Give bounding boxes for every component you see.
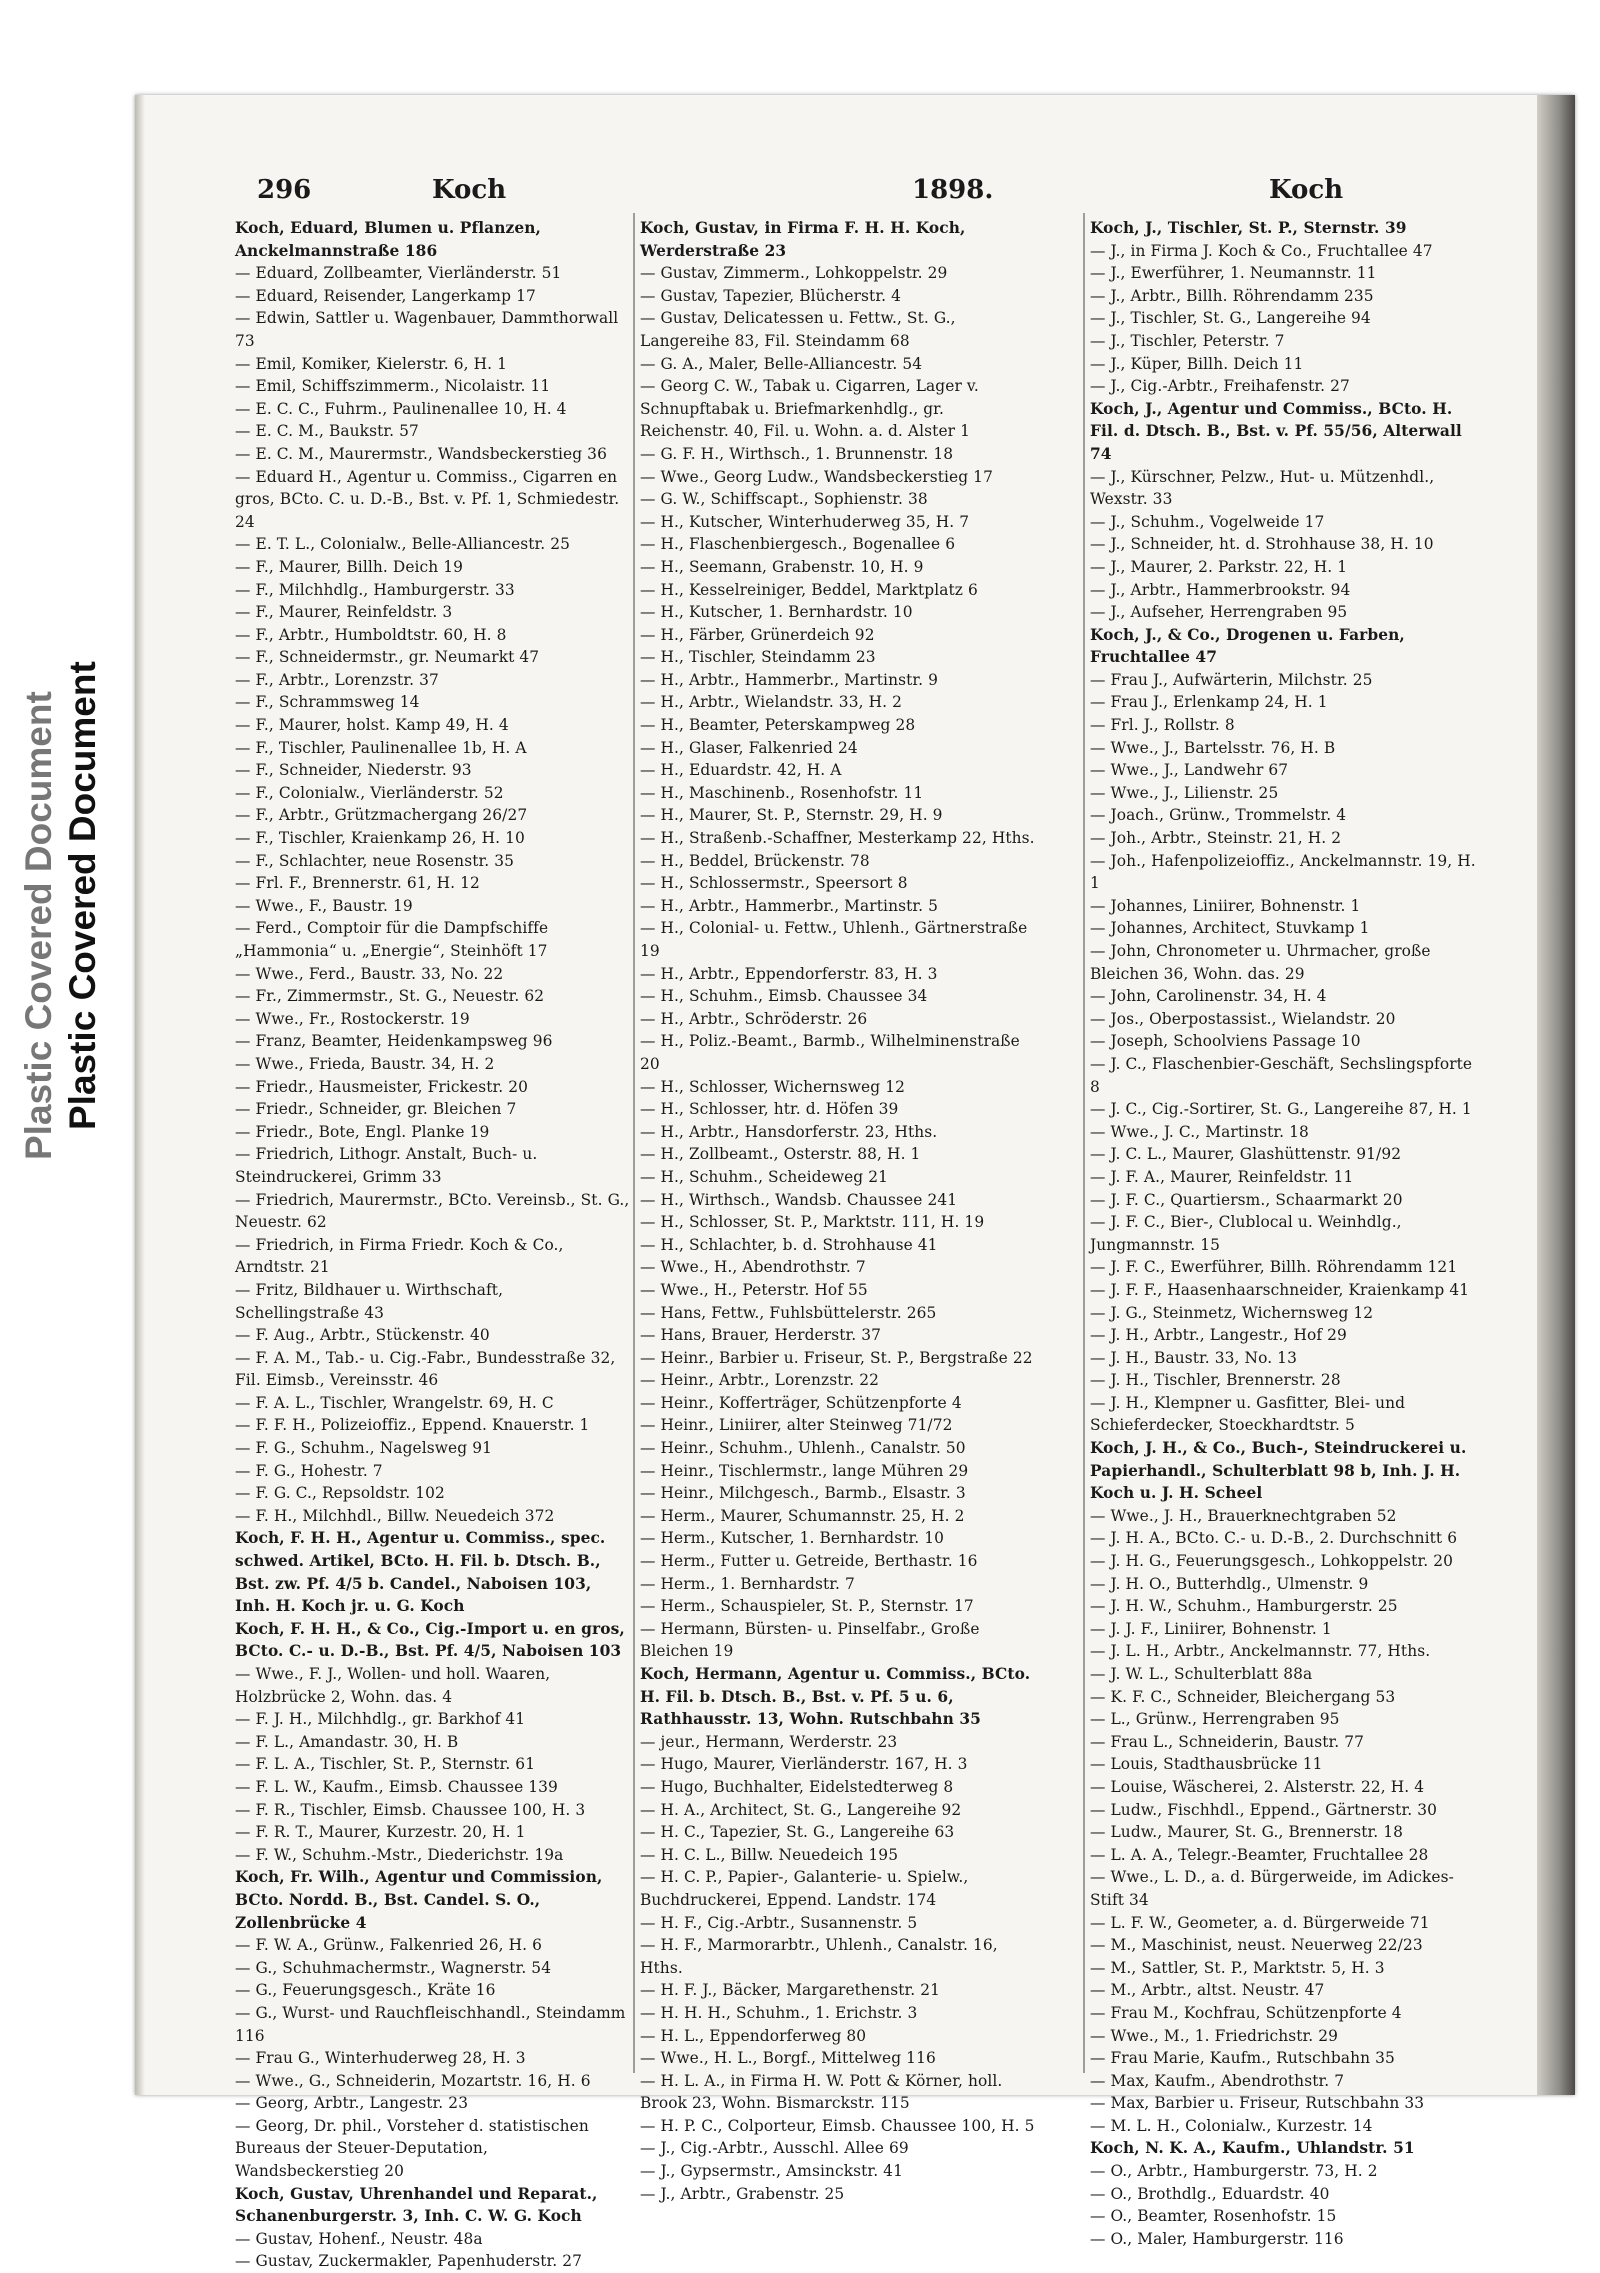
directory-entry: — Frau J., Aufwärterin, Milchstr. 25	[1090, 670, 1373, 689]
directory-entry: — F. R. T., Maurer, Kurzestr. 20, H. 1	[235, 1823, 526, 1842]
directory-entry: — F. L. W., Kaufm., Eimsb. Chaussee 139	[235, 1777, 558, 1796]
directory-entry: — F. R., Tischler, Eimsb. Chaussee 100, H. 3	[235, 1800, 586, 1819]
directory-entry: — G., Wurst- und Rauchfleischhandl., Steindamm 116	[235, 2003, 626, 2045]
directory-entry: — F. G., Hohestr. 7	[235, 1461, 383, 1480]
directory-entry: — E. C. C., Fuhrm., Paulinenallee 10, H. 4	[235, 399, 567, 418]
directory-entry: — Heinr., Arbtr., Lorenzstr. 22	[640, 1371, 880, 1390]
directory-entry: Koch, J., Agentur und Commiss., BCto. H. Fil. d. Dtsch. B., Bst. v. Pf. 55/56, Alterwall 74	[1090, 399, 1462, 463]
directory-entry: — G., Schuhmachermstr., Wagnerstr. 54	[235, 1958, 552, 1977]
directory-entry: — E. C. M., Baukstr. 57	[235, 422, 419, 441]
directory-entry: — H., Zollbeamt., Osterstr. 88, H. 1	[640, 1145, 921, 1164]
directory-entry: — Gustav, Zuckermakler, Papenhuderstr. 27	[235, 2252, 583, 2271]
directory-entry: — Frau Marie, Kaufm., Rutschbahn 35	[1090, 2049, 1395, 2068]
directory-entry: — Wwe., H., Peterstr. Hof 55	[640, 1280, 868, 1299]
directory-entry: — L. F. W., Geometer, a. d. Bürgerweide 71	[1090, 1913, 1430, 1932]
directory-entry: — Eduard, Reisender, Langerkamp 17	[235, 286, 536, 305]
directory-entry: — Ludw., Fischhdl., Eppend., Gärtnerstr. 30	[1090, 1800, 1437, 1819]
directory-entry: — Ludw., Maurer, St. G., Brennerstr. 18	[1090, 1823, 1404, 1842]
directory-entry: — F. L. A., Tischler, St. P., Sternstr. 61	[235, 1755, 536, 1774]
directory-entry: — E. C. M., Maurermstr., Wandsbeckerstieg 36	[235, 444, 607, 463]
directory-entry: — Emil, Schiffszimmerm., Nicolaistr. 11	[235, 377, 551, 396]
directory-entry: — Wwe., J. H., Brauerknechtgraben 52	[1090, 1506, 1397, 1525]
directory-entry: — H., Flaschenbiergesch., Bogenallee 6	[640, 535, 956, 554]
directory-entry: — Ferd., Comptoir für die Dampfschiffe „Hammonia“ u. „Energie“, Steinhöft 17	[235, 919, 549, 960]
directory-entry: — H., Maurer, St. P., Sternstr. 29, H. 9	[640, 806, 943, 825]
directory-entry: — Wwe., L. D., a. d. Bürgerweide, im Adickes-Stift 34	[1090, 1868, 1454, 1909]
directory-entry: — Wwe., M., 1. Friedrichstr. 29	[1090, 2026, 1339, 2045]
directory-entry: — J., Schneider, ht. d. Strohhause 38, H. 10	[1090, 535, 1434, 554]
directory-entry: — F. H., Milchhdl., Billw. Neuedeich 372	[235, 1506, 555, 1525]
directory-entry: — Joach., Grünw., Trommelstr. 4	[1090, 806, 1347, 825]
directory-entry: — Friedrich, Lithogr. Anstalt, Buch- u. Steindruckerei, Grimm 33	[235, 1145, 538, 1186]
directory-entry: — J. H., Klempner u. Gasfitter, Blei- und Schieferdecker, Stoeckhardtstr. 5	[1090, 1393, 1406, 1435]
directory-entry: — Herm., Kutscher, 1. Bernhardstr. 10	[640, 1529, 945, 1548]
directory-entry: — Friedr., Bote, Engl. Planke 19	[235, 1122, 490, 1141]
directory-entry: — J., Cig.-Arbtr., Freihafenstr. 27	[1090, 377, 1350, 396]
directory-entry: Koch, Fr. Wilh., Agentur und Commission, BCto. Nordd. B., Bst. Candel. S. O., Zollenbrücke 4	[235, 1868, 603, 1932]
directory-entry: — Max, Barbier u. Friseur, Rutschbahn 33	[1090, 2094, 1425, 2113]
directory-column-3	[1090, 217, 1485, 2250]
directory-entry: — Wwe., Fr., Rostockerstr. 19	[235, 1009, 470, 1028]
directory-entry: — H., Schlosser, Wichernsweg 12	[640, 1077, 905, 1096]
directory-entry: — H., Färber, Grünerdeich 92	[640, 625, 875, 644]
directory-entry: — F., Arbtr., Lorenzstr. 37	[235, 670, 439, 689]
directory-entry: — Wwe., Frieda, Baustr. 34, H. 2	[235, 1054, 495, 1073]
directory-entry: — F. G. C., Repsoldstr. 102	[235, 1484, 445, 1503]
directory-entry: — J. H. O., Butterhdlg., Ulmenstr. 9	[1090, 1574, 1369, 1593]
directory-entry: — H. F., Marmorarbtr., Uhlenh., Canalstr. 16, Hths.	[640, 1936, 998, 1977]
directory-entry: — L. A. A., Telegr.-Beamter, Fruchtallee 28	[1090, 1845, 1429, 1864]
directory-entry: — J. W. L., Schulterblatt 88a	[1090, 1665, 1313, 1683]
directory-entry: — J. C. L., Maurer, Glashüttenstr. 91/92	[1090, 1145, 1402, 1164]
directory-entry: — J., in Firma J. Koch & Co., Fruchtallee 47	[1090, 241, 1433, 260]
directory-entry: — J., Arbtr., Hammerbrookstr. 94	[1090, 580, 1351, 599]
page-edge-shadow	[1537, 95, 1575, 2095]
directory-entry: — H. C. L., Billw. Neuedeich 195	[640, 1845, 899, 1864]
directory-entry: — Frau L., Schneiderin, Baustr. 77	[1090, 1732, 1365, 1751]
directory-entry: — Wwe., H. L., Borgf., Mittelweg 116	[640, 2049, 936, 2068]
directory-entry: — J., Gypsermstr., Amsinckstr. 41	[640, 2162, 903, 2181]
directory-entry: — Herm., Maurer, Schumannstr. 25, H. 2	[640, 1506, 965, 1525]
directory-entry: Koch, Hermann, Agentur u. Commiss., BCto. H. Fil. b. Dtsch. B., Bst. v. Pf. 5 u. 6, Rathhausstr. 13, Wohn. Rutschbahn 35	[640, 1665, 1031, 1729]
directory-entry: — Louis, Stadthausbrücke 11	[1090, 1755, 1323, 1774]
directory-entry: — F., Tischler, Paulinenallee 1b, H. A	[235, 738, 527, 757]
directory-entry: — J. H. W., Schuhm., Hamburgerstr. 25	[1090, 1597, 1398, 1616]
directory-entry: — Gustav, Tapezier, Blücherstr. 4	[640, 286, 901, 305]
directory-entry: — Fritz, Bildhauer u. Wirthschaft, Schellingstraße 43	[235, 1280, 504, 1322]
directory-entry: — F., Schlachter, neue Rosenstr. 35	[235, 851, 515, 870]
directory-entry: — H., Beamter, Peterskampweg 28	[640, 716, 916, 735]
directory-entry: — J. L. H., Arbtr., Anckelmannstr. 77, Hths.	[1090, 1642, 1431, 1661]
directory-entry: — G. W., Schiffscapt., Sophienstr. 38	[640, 490, 928, 509]
directory-entry: — M., Maschinist, neust. Neuerweg 22/23	[1090, 1936, 1423, 1955]
directory-entry: — H., Schuhm., Eimsb. Chaussee 34	[640, 987, 928, 1006]
directory-entry: — H., Tischler, Steindamm 23	[640, 648, 876, 667]
directory-entry: — J., Küper, Billh. Deich 11	[1090, 354, 1304, 373]
directory-entry: — J., Tischler, St. G., Langereihe 94	[1090, 309, 1371, 328]
directory-entry: — Heinr., Schuhm., Uhlenh., Canalstr. 50	[640, 1439, 966, 1458]
directory-entry: — H., Colonial- u. Fettw., Uhlenh., Gärtnerstraße 19	[640, 919, 1028, 960]
directory-entry: — Joh., Hafenpolizeioffiz., Anckelmannstr. 19, H. 1	[1090, 851, 1476, 893]
directory-entry: Koch, J., & Co., Drogenen u. Farben, Fruchtallee 47	[1090, 625, 1405, 667]
directory-entry: — J. F. F., Haasenhaarschneider, Kraienkamp 41	[1090, 1280, 1470, 1299]
directory-entry: — F., Milchhdlg., Hamburgerstr. 33	[235, 580, 515, 599]
directory-entry: — G. A., Maler, Belle-Alliancestr. 54	[640, 354, 923, 373]
directory-entry: — J. F. C., Ewerführer, Billh. Röhrendamm 121	[1090, 1258, 1458, 1277]
directory-entry: — J. F. C., Quartiersm., Schaarmarkt 20	[1090, 1190, 1403, 1209]
directory-entry: — Wwe., H., Abendrothstr. 7	[640, 1258, 866, 1277]
directory-entry: — M., Arbtr., altst. Neustr. 47	[1090, 1981, 1325, 2000]
directory-entry: — Gustav, Delicatessen u. Fettw., St. G., Langereihe 83, Fil. Steindamm 68	[640, 309, 956, 350]
directory-entry: — H. L., Eppendorferweg 80	[640, 2026, 867, 2045]
directory-entry: — L., Grünw., Herrengraben 95	[1090, 1710, 1340, 1729]
directory-entry: — Georg, Arbtr., Langestr. 23	[235, 2094, 469, 2113]
directory-entry: — H., Straßenb.-Schaffner, Mesterkamp 22, Hths.	[640, 829, 1035, 848]
directory-entry: — J., Cig.-Arbtr., Ausschl. Allee 69	[640, 2139, 909, 2158]
directory-entry: — F., Colonialw., Vierländerstr. 52	[235, 783, 504, 802]
directory-entry: — Wwe., J., Landwehr 67	[1090, 761, 1289, 780]
directory-entry: — Frau J., Erlenkamp 24, H. 1	[1090, 693, 1328, 712]
directory-entry: — O., Maler, Hamburgerstr. 116	[1090, 2229, 1344, 2248]
directory-entry: Koch, J., Tischler, St. P., Sternstr. 39	[1090, 219, 1407, 237]
directory-entry: — H., Wirthsch., Wandsb. Chaussee 241	[640, 1190, 958, 1209]
page-number: 296	[257, 175, 312, 205]
directory-entry: — Heinr., Kofferträger, Schützenpforte 4	[640, 1393, 962, 1412]
directory-entry: Koch, Eduard, Blumen u. Pflanzen, Anckelmannstraße 186	[235, 219, 541, 260]
directory-entry: — H. C. P., Papier-, Galanterie- u. Spielw., Buchdruckerei, Eppend. Landstr. 174	[640, 1868, 969, 1909]
directory-entry: — J., Kürschner, Pelzw., Hut- u. Mützenhdl., Wexstr. 33	[1090, 467, 1435, 509]
directory-entry: — F. F. H., Polizeioffiz., Eppend. Knauerstr. 1	[235, 1416, 590, 1435]
directory-entry: — H., Schlosser, htr. d. Höfen 39	[640, 1100, 899, 1119]
directory-entry: — Gustav, Hohenf., Neustr. 48a	[235, 2229, 483, 2248]
directory-entry: — F. G., Schuhm., Nagelsweg 91	[235, 1439, 492, 1458]
directory-entry: — G., Feuerungsgesch., Kräte 16	[235, 1981, 496, 2000]
directory-entry: — Heinr., Milchgesch., Barmb., Elsastr. 3	[640, 1484, 966, 1503]
directory-entry: — J., Aufseher, Herrengraben 95	[1090, 603, 1348, 622]
directory-entry: — jeur., Hermann, Werderstr. 23	[640, 1732, 898, 1751]
directory-entry: — M. L. H., Colonialw., Kurzestr. 14	[1090, 2116, 1373, 2135]
directory-entry: Koch, Gustav, in Firma F. H. H. Koch, Werderstraße 23	[640, 219, 966, 260]
directory-entry: — E. T. L., Colonialw., Belle-Alliancestr. 25	[235, 535, 571, 554]
directory-entry: — Hermann, Bürsten- u. Pinselfabr., Große Bleichen 19	[640, 1619, 980, 1661]
directory-entry: — J., Maurer, 2. Parkstr. 22, H. 1	[1090, 557, 1348, 576]
directory-entry: — Frau G., Winterhuderweg 28, H. 3	[235, 2049, 526, 2068]
directory-entry: — Fr., Zimmermstr., St. G., Neuestr. 62	[235, 987, 545, 1006]
directory-entry: — Frl. F., Brennerstr. 61, H. 12	[235, 874, 480, 893]
directory-entry: — F. Aug., Arbtr., Stückenstr. 40	[235, 1326, 490, 1345]
directory-entry: — J. J. F., Liniirer, Bohnenstr. 1	[1090, 1619, 1332, 1638]
column-divider	[633, 213, 635, 2073]
directory-page	[135, 95, 1575, 2271]
directory-entry: — Wwe., Georg Ludw., Wandsbeckerstieg 17	[640, 467, 993, 486]
directory-entry: — H. P. C., Colporteur, Eimsb. Chaussee 100, H. 5	[640, 2116, 1035, 2135]
directory-entry: — H., Kesselreiniger, Beddel, Marktplatz 6	[640, 580, 978, 599]
directory-entry: — F., Tischler, Kraienkamp 26, H. 10	[235, 829, 525, 848]
directory-entry: — Friedr., Schneider, gr. Bleichen 7	[235, 1100, 517, 1119]
plastic-covered-label	[18, 600, 118, 1160]
directory-entry: — O., Arbtr., Hamburgerstr. 73, H. 2	[1090, 2162, 1378, 2181]
directory-entry: Koch, Gustav, Uhrenhandel und Reparat., Schanenburgerstr. 3, Inh. C. W. G. Koch	[235, 2184, 598, 2226]
directory-entry: — F., Arbtr., Humboldtstr. 60, H. 8	[235, 625, 507, 644]
directory-entry: — Eduard H., Agentur u. Commiss., Cigarren en gros, BCto. C. u. D.-B., Bst. v. Pf. 1, Schmiedestr. 24	[235, 467, 620, 531]
directory-entry: — H. F., Cig.-Arbtr., Susannenstr. 5	[640, 1913, 918, 1932]
directory-entry: Koch, F. H. H., & Co., Cig.-Import u. en gros, BCto. C.- u. D.-B., Bst. Pf. 4/5, Naboisen 103	[235, 1619, 625, 1661]
directory-entry: — H., Arbtr., Schröderstr. 26	[640, 1009, 868, 1028]
directory-entry: — Eduard, Zollbeamter, Vierländerstr. 51	[235, 264, 562, 283]
directory-entry: — Jos., Oberpostassist., Wielandstr. 20	[1090, 1009, 1396, 1028]
sidebar-label-shadow: Plastic Covered Document	[18, 691, 59, 1160]
directory-entry: — Hugo, Maurer, Vierländerstr. 167, H. 3	[640, 1755, 968, 1774]
directory-entry: Koch, J. H., & Co., Buch-, Steindruckerei u. Papierhandl., Schulterblatt 98 b, Inh. J. H. Koch u. J. H. Scheel	[1090, 1439, 1467, 1503]
page-year: 1898.	[912, 175, 994, 205]
directory-entry: — H., Arbtr., Hammerbr., Martinstr. 9	[640, 670, 939, 689]
directory-entry: — H. L. A., in Firma H. W. Pott & Körner, holl. Brook 23, Wohn. Bismarckstr. 115	[640, 2071, 1003, 2113]
directory-entry: — Joh., Arbtr., Steinstr. 21, H. 2	[1090, 829, 1342, 848]
directory-entry: — Wwe., J., Bartelsstr. 76, H. B	[1090, 738, 1336, 757]
directory-entry: — Johannes, Architect, Stuvkamp 1	[1090, 919, 1370, 938]
directory-entry: Koch, N. K. A., Kaufm., Uhlandstr. 51	[1090, 2139, 1415, 2158]
directory-entry: — F. W., Schuhm.-Mstr., Diederichstr. 19a	[235, 1845, 564, 1864]
directory-entry: — J. C., Flaschenbier-Geschäft, Sechslingspforte 8	[1090, 1054, 1473, 1096]
directory-entry: — Frau M., Kochfrau, Schützenpforte 4	[1090, 2003, 1402, 2022]
directory-entry: — Max, Kaufm., Abendrothstr. 7	[1090, 2071, 1345, 2090]
directory-column-1	[235, 217, 630, 2273]
page-gutter-shadow	[135, 95, 145, 2095]
directory-entry: — J. F. C., Bier-, Clublocal u. Weinhdlg., Jungmannstr. 15	[1090, 1213, 1402, 1254]
directory-entry: — H., Kutscher, Winterhuderweg 35, H. 7	[640, 512, 970, 531]
directory-entry: — J., Arbtr., Grabenstr. 25	[640, 2184, 845, 2203]
directory-entry: — Edwin, Sattler u. Wagenbauer, Dammthorwall 73	[235, 309, 619, 350]
directory-entry: — F., Maurer, Reinfeldstr. 3	[235, 603, 453, 622]
directory-entry: — J. C., Cig.-Sortirer, St. G., Langereihe 87, H. 1	[1090, 1100, 1472, 1119]
directory-entry: — O., Brothdlg., Eduardstr. 40	[1090, 2184, 1330, 2203]
directory-entry: — Friedrich, Maurermstr., BCto. Vereinsb., St. G., Neuestr. 62	[235, 1190, 630, 1232]
directory-entry: — Hugo, Buchhalter, Eidelstedterweg 8	[640, 1777, 954, 1796]
directory-entry: — Heinr., Barbier u. Friseur, St. P., Bergstraße 22	[640, 1348, 1033, 1367]
directory-entry: — H., Seemann, Grabenstr. 10, H. 9	[640, 557, 924, 576]
directory-entry: Koch, F. H. H., Agentur u. Commiss., spec. schwed. Artikel, BCto. H. Fil. b. Dtsch. B., Bst. zw. Pf. 4/5 b. Candel., Naboisen 103, Inh. H. Koch jr. u. G. Koch	[235, 1529, 606, 1616]
directory-entry: — J. H., Baustr. 33, No. 13	[1090, 1348, 1297, 1367]
directory-entry: — F. A. L., Tischler, Wrangelstr. 69, H. C	[235, 1393, 554, 1412]
directory-entry: — Heinr., Tischlermstr., lange Mühren 29	[640, 1461, 969, 1480]
directory-entry: — Wwe., F. J., Wollen- und holl. Waaren, Holzbrücke 2, Wohn. das. 4	[235, 1665, 551, 1706]
directory-entry: — Frl. J., Rollstr. 8	[1090, 716, 1235, 735]
directory-entry: — Hans, Brauer, Herderstr. 37	[640, 1326, 882, 1345]
directory-entry: — M., Sattler, St. P., Marktstr. 5, H. 3	[1090, 1958, 1385, 1977]
directory-entry: — F. A. M., Tab.- u. Cig.-Fabr., Bundesstraße 32, Fil. Eimsb., Vereinsstr. 46	[235, 1348, 616, 1390]
directory-entry: — J. H., Tischler, Brennerstr. 28	[1090, 1371, 1341, 1390]
directory-entry: — John, Chronometer u. Uhrmacher, große Bleichen 36, Wohn. das. 29	[1090, 942, 1431, 983]
directory-entry: — Friedrich, in Firma Friedr. Koch & Co., Arndtstr. 21	[235, 1235, 564, 1277]
directory-entry: — H., Beddel, Brückenstr. 78	[640, 851, 870, 870]
directory-entry: — F., Schneidermstr., gr. Neumarkt 47	[235, 648, 540, 667]
directory-entry: — H., Eduardstr. 42, H. A	[640, 761, 842, 780]
directory-entry: — J., Schuhm., Vogelweide 17	[1090, 512, 1325, 531]
directory-entry: — H., Schlosser, St. P., Marktstr. 111, H. 19	[640, 1213, 985, 1232]
directory-entry: — J. F. A., Maurer, Reinfeldstr. 11	[1090, 1167, 1354, 1186]
directory-entry: — Johannes, Liniirer, Bohnenstr. 1	[1090, 896, 1361, 915]
directory-entry: — H., Schuhm., Scheideweg 21	[640, 1167, 889, 1186]
directory-entry: — John, Carolinenstr. 34, H. 4	[1090, 987, 1327, 1006]
directory-entry: — Herm., 1. Bernhardstr. 7	[640, 1574, 855, 1593]
directory-entry: — J. G., Steinmetz, Wichernsweg 12	[1090, 1303, 1374, 1322]
directory-entry: — F., Maurer, holst. Kamp 49, H. 4	[235, 716, 509, 735]
directory-entry: — H., Arbtr., Hansdorferstr. 23, Hths.	[640, 1122, 938, 1141]
directory-entry: — H. H. H., Schuhm., 1. Erichstr. 3	[640, 2003, 918, 2022]
directory-entry: — F., Schrammsweg 14	[235, 693, 420, 712]
directory-entry: — Heinr., Liniirer, alter Steinweg 71/72	[640, 1416, 953, 1435]
directory-entry: — H., Schlossermstr., Speersort 8	[640, 874, 908, 893]
directory-entry: — H., Arbtr., Wielandstr. 33, H. 2	[640, 693, 902, 712]
directory-entry: — Herm., Schauspieler, St. P., Sternstr. 17	[640, 1597, 974, 1616]
directory-entry: — F. W. A., Grünw., Falkenried 26, H. 6	[235, 1936, 543, 1955]
directory-entry: — H., Arbtr., Hammerbr., Martinstr. 5	[640, 896, 939, 915]
directory-entry: — H., Glaser, Falkenried 24	[640, 738, 858, 757]
directory-entry: — H. C., Tapezier, St. G., Langereihe 63	[640, 1823, 955, 1842]
directory-entry: — Wwe., Ferd., Baustr. 33, No. 22	[235, 964, 504, 983]
directory-entry: — Wwe., J. C., Martinstr. 18	[1090, 1122, 1309, 1141]
directory-entry: — K. F. C., Schneider, Bleichergang 53	[1090, 1687, 1396, 1706]
directory-entry: — Wwe., G., Schneiderin, Mozartstr. 16, H. 6	[235, 2071, 591, 2090]
directory-entry: — Hans, Fettw., Fuhlsbüttelerstr. 265	[640, 1303, 937, 1322]
directory-entry: — H., Poliz.-Beamt., Barmb., Wilhelminenstraße 20	[640, 1032, 1020, 1073]
directory-entry: — J., Ewerführer, 1. Neumannstr. 11	[1090, 264, 1377, 283]
directory-entry: — Emil, Komiker, Kielerstr. 6, H. 1	[235, 354, 508, 373]
directory-entry: — Gustav, Zimmerm., Lohkoppelstr. 29	[640, 264, 948, 283]
directory-entry: — Wwe., J., Lilienstr. 25	[1090, 783, 1279, 802]
directory-entry: — H., Schlachter, b. d. Strohhause 41	[640, 1235, 938, 1254]
directory-entry: — Joseph, Schoolviens Passage 10	[1090, 1032, 1361, 1051]
directory-entry: — J. H. G., Feuerungsgesch., Lohkoppelstr. 20	[1090, 1552, 1453, 1571]
directory-entry: — H., Kutscher, 1. Bernhardstr. 10	[640, 603, 913, 622]
running-head-left: Koch	[432, 175, 507, 205]
directory-entry: — O., Beamter, Rosenhofstr. 15	[1090, 2207, 1337, 2226]
directory-entry: — J. H. A., BCto. C.- u. D.-B., 2. Durchschnitt 6	[1090, 1529, 1458, 1548]
directory-entry: — H., Arbtr., Eppendorferstr. 83, H. 3	[640, 964, 938, 983]
directory-entry: — F., Arbtr., Grützmachergang 26/27	[235, 806, 528, 825]
directory-entry: — Wwe., F., Baustr. 19	[235, 896, 413, 915]
directory-entry: — H. A., Architect, St. G., Langereihe 92	[640, 1800, 962, 1819]
directory-entry: — F. L., Amandastr. 30, H. B	[235, 1732, 459, 1751]
directory-entry: — Herm., Futter u. Getreide, Berthastr. 16	[640, 1552, 978, 1571]
directory-entry: — G. F. H., Wirthsch., 1. Brunnenstr. 18	[640, 444, 954, 463]
directory-entry: — J., Arbtr., Billh. Röhrendamm 235	[1090, 286, 1374, 305]
directory-entry: — F., Schneider, Niederstr. 93	[235, 761, 472, 780]
directory-entry: — Friedr., Hausmeister, Frickestr. 20	[235, 1077, 529, 1096]
page-header	[257, 175, 1497, 215]
directory-entry: — H., Maschinenb., Rosenhofstr. 11	[640, 783, 924, 802]
directory-entry: — J., Tischler, Peterstr. 7	[1090, 331, 1285, 350]
running-head-right: Koch	[1269, 175, 1344, 205]
column-divider	[1083, 213, 1085, 2073]
directory-entry: — J. H., Arbtr., Langestr., Hof 29	[1090, 1326, 1347, 1345]
directory-entry: — Louise, Wäscherei, 2. Alsterstr. 22, H. 4	[1090, 1777, 1425, 1796]
directory-entry: — Georg C. W., Tabak u. Cigarren, Lager v. Schnupftabak u. Briefmarkenhdlg., gr. Reichenstr. 40, Fil. u. Wohn. a. d. Alster 1	[640, 377, 979, 441]
sidebar-label-text: Plastic Covered Document	[62, 661, 103, 1130]
directory-entry: — H. F. J., Bäcker, Margarethenstr. 21	[640, 1981, 941, 2000]
directory-entry: — Franz, Beamter, Heidenkampsweg 96	[235, 1032, 553, 1051]
directory-entry: — F., Maurer, Billh. Deich 19	[235, 557, 464, 576]
directory-entry: — F. J. H., Milchhdlg., gr. Barkhof 41	[235, 1710, 526, 1729]
directory-entry: — Georg, Dr. phil., Vorsteher d. statistischen Bureaus der Steuer-Deputation, Wandsbeckerstieg 20	[235, 2116, 589, 2181]
directory-column-2	[640, 217, 1035, 2205]
